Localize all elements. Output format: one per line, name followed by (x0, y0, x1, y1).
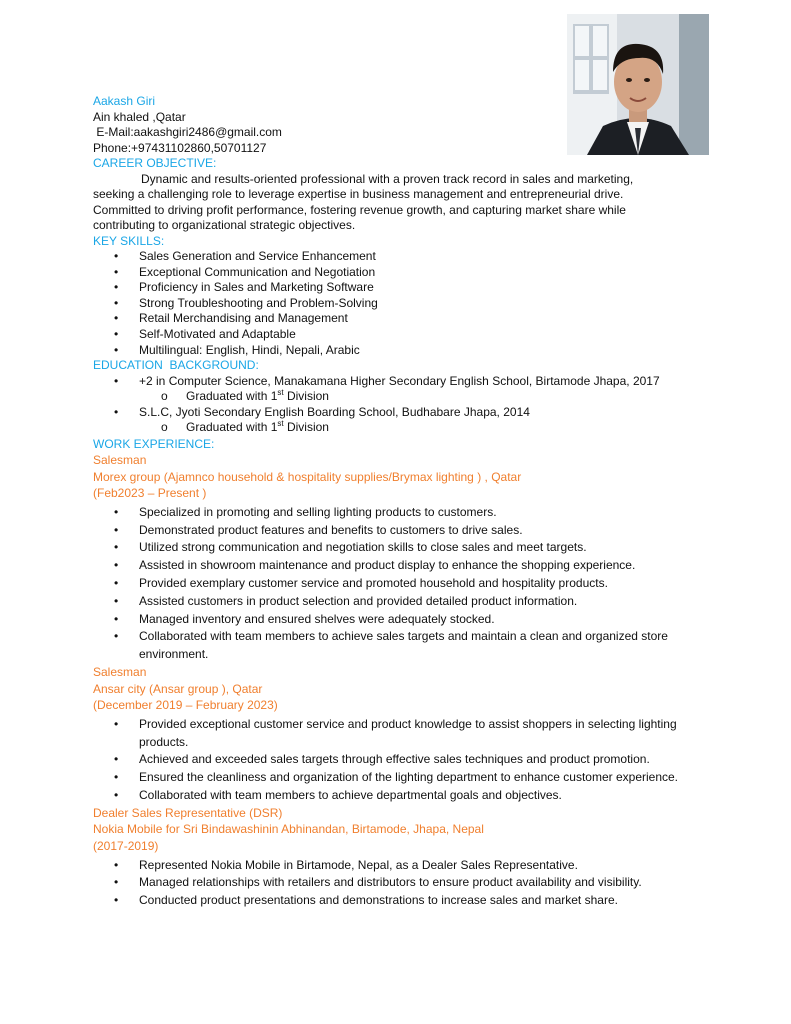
duty-item: • Collaborated with team members to achieve sales targets and maintain a clean and organized store environment. (93, 628, 699, 664)
education-heading: EDUCATION BACKGROUND: (93, 358, 259, 373)
skill-item: • Proficiency in Sales and Marketing Software (93, 280, 703, 296)
candidate-name: Aakash Giri (93, 94, 156, 108)
sub-bullet: o (161, 420, 168, 435)
skill-item: • Sales Generation and Service Enhancement (93, 249, 703, 265)
education-sub-item (93, 420, 703, 436)
duty-item: • Ensured the cleanliness and organization of the lighting department to enhance customer experience. (93, 769, 699, 787)
education-list (93, 374, 703, 390)
job-company: Ansar city (Ansar group ), Qatar (93, 681, 263, 696)
sub-bullet: o (161, 389, 168, 404)
job-title: Salesman (93, 664, 147, 679)
key-skills-heading: KEY SKILLS: (93, 233, 165, 248)
job-period: (Feb2023 – Present ) (93, 486, 207, 501)
job-company: Morex group (Ajamnco household & hospitality supplies/Brymax lighting ) , Qatar (93, 469, 522, 484)
duty-item: • Provided exceptional customer service and product knowledge to assist shoppers in selecting lighting products. (93, 716, 699, 752)
skill-item: • Self-Motivated and Adaptable (93, 327, 703, 343)
education-sub-item (93, 389, 703, 405)
career-objective-heading: CAREER OBJECTIVE: (93, 156, 217, 170)
duty-item: • Conducted product presentations and demonstrations to increase sales and market share. (93, 892, 719, 910)
skill-item: • Multilingual: English, Hindi, Nepali, Arabic (93, 343, 703, 359)
skill-item: • Retail Merchandising and Management (93, 311, 703, 327)
phone: Phone:+97431102860,50701127 (93, 140, 267, 155)
ordinal-suffix: st (277, 419, 284, 429)
duty-item: • Utilized strong communication and negotiation skills to close sales and meet targets. (93, 539, 699, 557)
duty-item: • Demonstrated product features and benefits to customers to drive sales. (93, 522, 699, 540)
address: Ain khaled ,Qatar (93, 109, 186, 124)
duty-item: • Provided exemplary customer service and promoted household and hospitality products. (93, 575, 699, 593)
education-item (93, 405, 703, 421)
duty-item: • Assisted customers in product selection and provided detailed product information. (93, 593, 699, 611)
education-grade: Graduated with 1 (186, 420, 278, 435)
skill-item: • Strong Troubleshooting and Problem-Solving (93, 296, 703, 312)
job-company: Nokia Mobile for Sri Bindawashinin Abhinandan, Birtamode, Jhapa, Nepal (93, 822, 484, 837)
education-grade-end: Division (283, 389, 329, 404)
duty-item: • Assisted in showroom maintenance and product display to enhance the shopping experience. (93, 557, 699, 575)
duty-item: • Managed inventory and ensured shelves were adequately stocked. (93, 611, 699, 629)
job-period: (2017-2019) (93, 838, 159, 853)
job-duties (93, 857, 703, 910)
duty-item: • Collaborated with team members to achieve departmental goals and objectives. (93, 787, 699, 805)
work-experience-heading: WORK EXPERIENCE: (93, 437, 215, 452)
education-grade: Graduated with 1 (186, 389, 278, 404)
education-item-text: +2 in Computer Science, Manakamana Higher Secondary English School, Birtamode Jhapa, 2017 (139, 373, 660, 388)
job-title: Salesman (93, 453, 147, 468)
skill-item: • Exceptional Communication and Negotiation (93, 265, 703, 281)
job-duties (93, 716, 703, 805)
duty-item: • Managed relationships with retailers and distributors to ensure product availability and visibility. (93, 874, 749, 892)
duty-item: • Specialized in promoting and selling lighting products to customers. (93, 504, 699, 522)
duty-item: • Achieved and exceeded sales targets through effective sales techniques and product promotion. (93, 751, 699, 769)
key-skills-list (93, 249, 703, 358)
ordinal-suffix: st (277, 388, 284, 398)
job-duties (93, 504, 703, 664)
job-title: Dealer Sales Representative (DSR) (93, 805, 283, 820)
education-grade-end: Division (283, 420, 329, 435)
education-item (93, 374, 679, 390)
education-list-2 (93, 405, 703, 421)
resume-content (93, 94, 703, 910)
education-item-text: S.L.C, Jyoti Secondary English Boarding School, Budhabare Jhapa, 2014 (139, 404, 530, 419)
duty-item: • Represented Nokia Mobile in Birtamode, Nepal, as a Dealer Sales Representative. (93, 857, 719, 875)
email: E-Mail:aakashgiri2486@gmail.com (93, 125, 282, 139)
job-period: (December 2019 – February 2023) (93, 698, 278, 713)
career-objective-text: Dynamic and results-oriented professional with a proven track record in sales and marketing, seeking a challenging role to leverage expertise in business management and entrepreneurial drive. Committed to driving profit performance, fostering revenue growth, and capturing market share while contributing to organizational strategic objectives. (93, 171, 634, 232)
